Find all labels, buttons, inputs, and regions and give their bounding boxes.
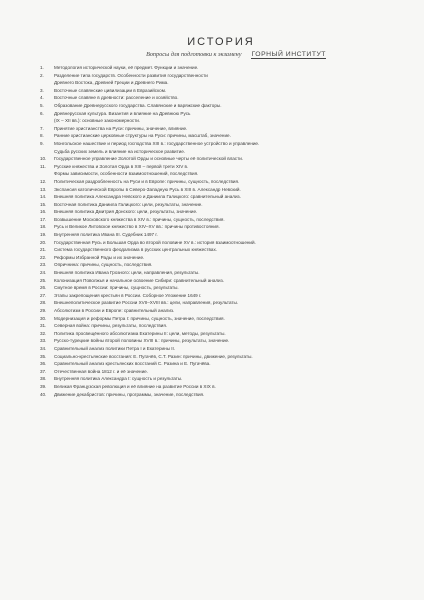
question-number: 33. (40, 338, 47, 344)
question-text: Восточные славянские цивилизации в Евразийском. (54, 87, 167, 93)
question-item (40, 65, 402, 73)
question-text: Отечественная война 1812 г. и её значение. (54, 368, 148, 374)
document-title: ИСТОРИЯ (187, 36, 255, 48)
question-item (40, 156, 402, 164)
question-text: Внешняя политика Александра Невского и Даниила Галицкого: сравнительный анализ. (54, 194, 241, 200)
question-item (40, 293, 402, 301)
question-text: Русь и Великое Литовское княжество в XIV–XV вв.: причины противостояния. (54, 224, 220, 230)
question-item (40, 149, 402, 157)
question-number: 10. (40, 156, 47, 162)
question-text: Внешняя политика Дмитрия Донского: цели, результаты, значение. (54, 209, 198, 215)
question-text: Модернизация и реформы Петра I: причины, сущность, значение, последствия. (54, 315, 225, 321)
question-number: 14. (40, 194, 47, 200)
question-number: 38. (40, 376, 47, 382)
question-text: Сравнительный анализ крестьянских восстаний С. Разина и Е. Пугачёва. (54, 361, 211, 367)
question-item (40, 202, 402, 210)
question-number: 23. (40, 262, 47, 268)
question-number: 27. (40, 292, 47, 298)
question-number: 21. (40, 247, 47, 253)
question-item (40, 126, 402, 134)
question-number: 25. (40, 277, 47, 283)
question-number: 11. (40, 163, 47, 169)
question-text: Восточная политика Даниила Галицкого: цели, результаты, значение. (54, 201, 203, 207)
subtitle-text: Вопросы для подготовки к экзамену (146, 51, 242, 58)
question-text: Образование Древнерусского государства. Славянские и варяжские факторы. (54, 102, 222, 108)
question-number: 12. (40, 178, 47, 184)
question-item (40, 111, 402, 119)
question-item (40, 73, 402, 81)
question-number: 13. (40, 186, 47, 192)
question-number: 37. (40, 368, 47, 374)
question-number: 15. (40, 201, 47, 207)
document-subtitle (40, 51, 402, 59)
question-item (40, 376, 402, 384)
question-item (40, 141, 402, 149)
question-item (40, 232, 402, 240)
question-item (40, 88, 402, 96)
question-text: Смутное время в России: причины, сущность, результаты. (54, 285, 179, 291)
question-text: Древнего Востока, Древней Греции и Древнего Рима. (54, 80, 169, 86)
question-text: Политическая раздробленность на Руси и в Европе: причины, сущность, последствия. (54, 178, 240, 184)
question-number: 29. (40, 308, 47, 313)
question-text: Внутренняя политика Ивана III. Судебник 1497 г. (54, 232, 158, 238)
question-number: 5. (40, 102, 44, 108)
question-number: 30. (40, 315, 47, 321)
question-text: Принятие христианства на Руси: причины, значение, влияние. (54, 125, 188, 131)
question-item (40, 285, 402, 293)
institution-name: ГОРНЫЙ ИНСТИТУТ (251, 51, 326, 58)
question-text: Колонизация Поволжья и начальное освоение Сибири: сравнительный анализ. (54, 277, 225, 283)
question-item (40, 224, 402, 232)
question-text: Возвышение Московского княжества в XIV в.: причины, сущность, последствия. (54, 216, 225, 222)
question-text: Абсолютизм в России и Европе: сравнительный анализ. (54, 308, 175, 313)
question-item (40, 118, 402, 126)
question-text: Сравнительный анализ политики Петра I и Екатерины II. (54, 345, 176, 351)
question-item (40, 323, 402, 331)
question-text: Восточные славяне в древности: расселение и хозяйство. (54, 95, 179, 101)
question-text: Реформы Избранной Рады и их значение. (54, 254, 145, 260)
question-number: 2. (40, 72, 44, 78)
question-number: 28. (40, 300, 47, 306)
question-item (40, 369, 402, 377)
question-item (40, 80, 402, 88)
question-text: Социально-крестьянские восстания: Е. Пугачёв, С.Т. Разин: причины, движение, результаты. (54, 353, 253, 359)
question-text: Этапы закрепощения крестьян в России. Соборное Уложение 1649 г. (54, 292, 202, 298)
question-number: 26. (40, 285, 47, 291)
question-item (40, 338, 402, 346)
question-item (40, 187, 402, 195)
question-text: Движение декабристов: причины, программы, значение, последствия. (54, 391, 205, 397)
question-number: 20. (40, 239, 47, 245)
question-number: 4. (40, 95, 44, 101)
question-item (40, 308, 402, 316)
question-number: 32. (40, 330, 47, 336)
question-item (40, 133, 402, 141)
question-item (40, 300, 402, 308)
question-number: 6. (40, 110, 44, 116)
question-text: Разделение типа государств. Особенности развития государственности (54, 72, 208, 78)
question-item (40, 392, 402, 400)
question-number: 18. (40, 224, 47, 230)
question-item (40, 95, 402, 103)
question-number: 39. (40, 383, 47, 389)
question-item (40, 354, 402, 362)
question-text: Внешнеполитическое развитие России XVII–XVIII вв.: цели, направления, результаты. (54, 300, 239, 306)
question-item (40, 346, 402, 354)
question-item (40, 194, 402, 202)
question-item (40, 103, 402, 111)
question-number: 9. (40, 140, 44, 146)
question-text: Методология исторической науки, её предмет. Функции и значение. (54, 65, 199, 70)
question-text: Внешняя политика Ивана Грозного: цели, направления, результаты. (54, 270, 200, 276)
question-text: Русские княжества и Золотая Орда в XIII – первой трети XIV в. (54, 163, 189, 169)
question-item (40, 361, 402, 369)
question-item (40, 240, 402, 248)
question-number: 35. (40, 353, 47, 359)
question-number: 3. (40, 87, 44, 93)
question-item (40, 171, 402, 179)
question-text: Судьба русских земель и влияние на историческое развитие. (54, 148, 186, 154)
question-text: Древнерусская культура. Византия и влияние на Древнюю Русь (54, 110, 191, 116)
question-number: 19. (40, 232, 47, 238)
question-item (40, 262, 402, 270)
question-item (40, 278, 402, 286)
question-number: 17. (40, 216, 47, 222)
question-text: (IX – XII вв.): основные закономерности. (54, 118, 141, 124)
question-item (40, 217, 402, 225)
questions-list (40, 65, 402, 399)
question-number: 1. (40, 65, 44, 70)
question-number: 31. (40, 323, 47, 329)
question-text: Государственная Русь и Большая Орда во второй половине XV в.: история взаимоотношений. (54, 239, 256, 245)
question-number: 8. (40, 133, 44, 139)
question-item (40, 179, 402, 187)
question-item (40, 316, 402, 324)
question-text: Ранние христианские церковные структуры на Руси: причины, масштаб, значение. (54, 133, 231, 139)
question-item (40, 209, 402, 217)
question-number: 36. (40, 361, 47, 367)
question-item (40, 255, 402, 263)
question-text: Русско-турецкие войны второй половины XVIII в.: причины, результаты, значение. (54, 338, 230, 344)
question-number: 7. (40, 125, 44, 131)
question-number: 40. (40, 391, 47, 397)
question-item (40, 331, 402, 339)
question-number: 34. (40, 345, 47, 351)
question-text: Северная война: причины, результаты, последствия. (54, 323, 168, 329)
question-item (40, 384, 402, 392)
question-text: Монгольское нашествие и период господства XIII в.: государственное устройство и управление. (54, 140, 260, 146)
question-item (40, 247, 402, 255)
question-text: Формы зависимости, особенности взаимоотношений, последствия. (54, 171, 199, 177)
question-number: 22. (40, 254, 47, 260)
question-text: Великая Французская революция и её влияние на развитие России в XIX в. (54, 383, 216, 389)
question-text: Система государственного феодализма в русских центральных княжествах. (54, 247, 218, 253)
question-text: Политика просвещённого абсолютизма Екатерины II: цели, методы, результаты. (54, 330, 226, 336)
question-text: Экспансия католической Европы в Северо-Западную Русь в XIII в. Александр Невский. (54, 186, 241, 192)
question-item (40, 164, 402, 172)
question-text: Государственное управление Золотой Орды и основные черты её политической власти. (54, 156, 244, 162)
question-number: 24. (40, 270, 47, 276)
question-number: 16. (40, 209, 47, 215)
question-item (40, 270, 402, 278)
question-text: Опричнина: причины, сущность, последствия. (54, 262, 153, 268)
question-text: Внутренняя политика Александра I: сущность и результаты. (54, 376, 183, 382)
